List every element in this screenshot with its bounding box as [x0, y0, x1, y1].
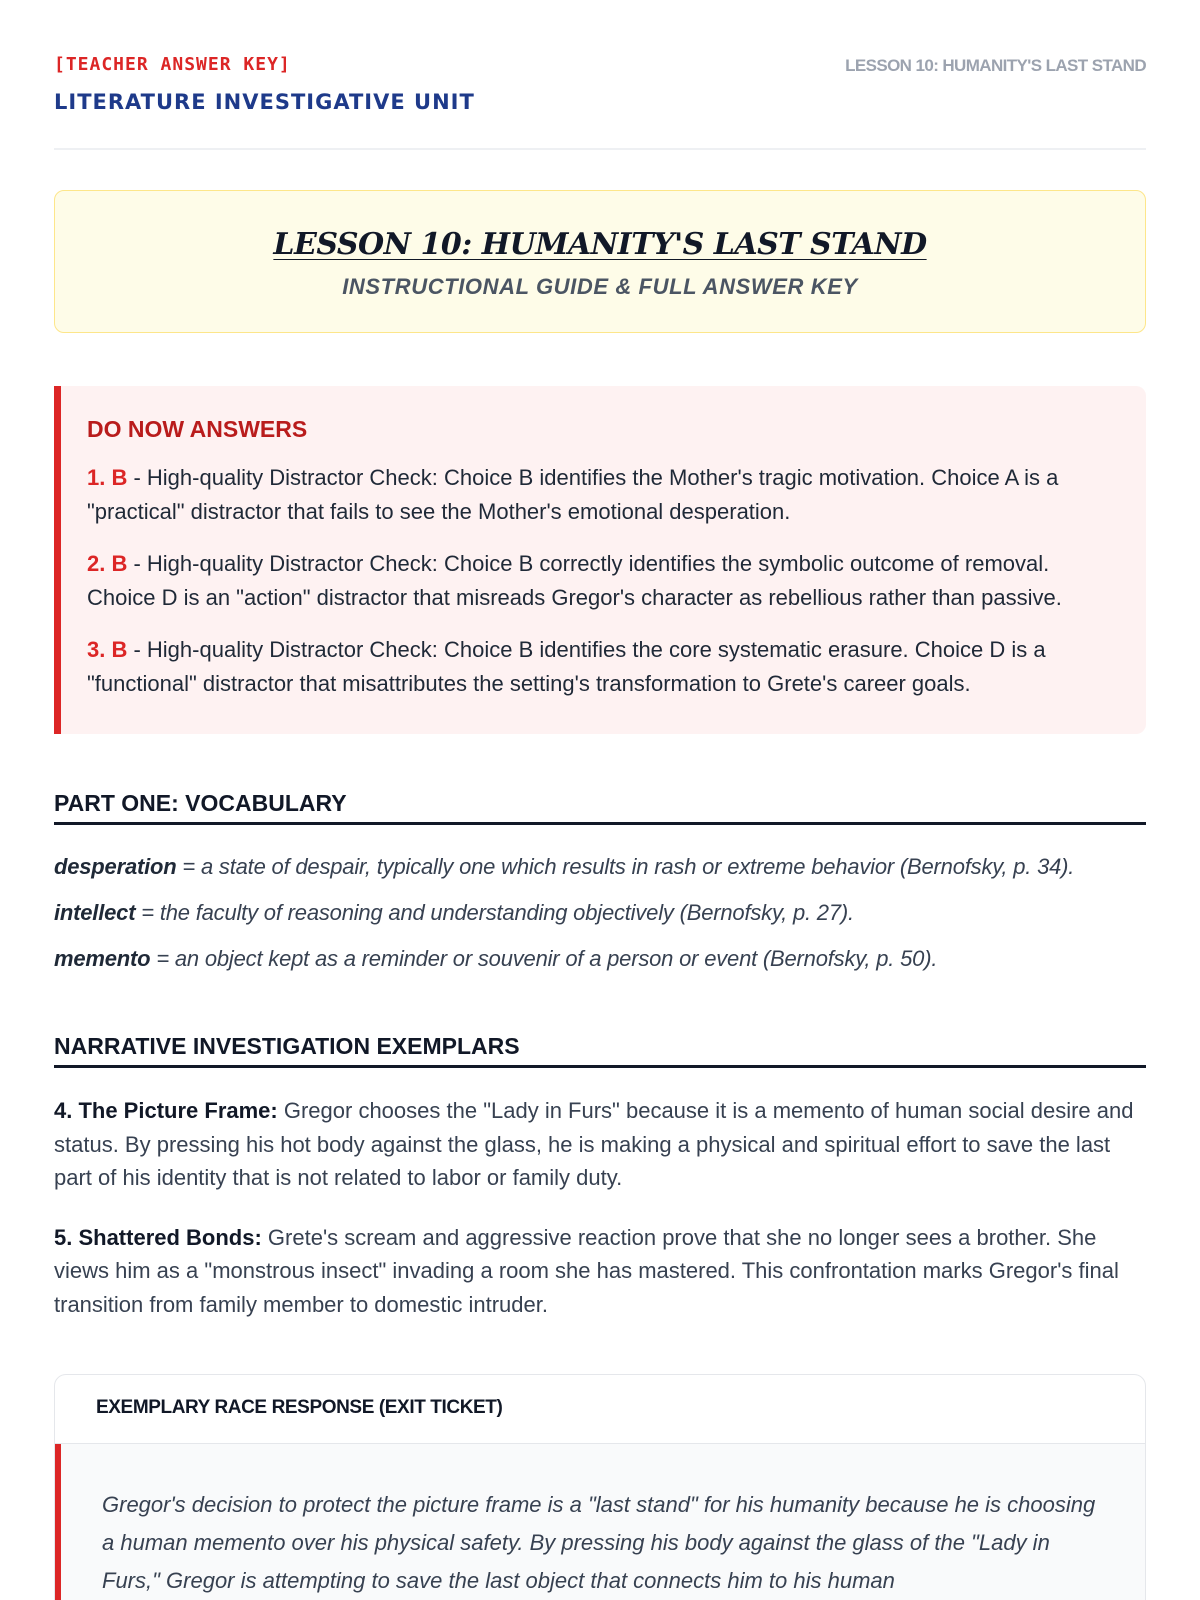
vocab-term: memento	[54, 946, 151, 971]
exemplar-text: Gregor chooses the "Lady in Furs" because it is a memento of human social desire and status. By pressing his hot body against the glass, he is making a physical and spiritual effort to save the last part of his identity that is not related to labor or family duty.	[54, 1098, 1134, 1190]
vocab-entry	[54, 898, 1146, 928]
answer-key-label: 3. B	[87, 637, 128, 662]
answer-text: - High-quality Distractor Check: Choice B identifies the core systematic erasure. Choice D is a "functional" distractor that misattributes the setting's transformation to Grete's career goals.	[87, 637, 1046, 696]
page-subtitle: INSTRUCTIONAL GUIDE & FULL ANSWER KEY	[342, 274, 858, 299]
vocab-term: desperation	[54, 854, 177, 879]
teacher-key-tag: [TEACHER ANSWER KEY]	[54, 54, 291, 75]
exemplar-text: Grete's scream and aggressive reaction prove that she no longer sees a brother. She views him as a "monstrous insect" invading a room she has mastered. This confrontation marks Gregor's final transition from family member to domestic intruder.	[54, 1224, 1119, 1317]
vocabulary-list	[54, 852, 1146, 990]
answer-text: - High-quality Distractor Check: Choice B correctly identifies the symbolic outcome of removal. Choice D is an "action" distractor that misreads Gregor's character as rebellious rather than passive.	[87, 551, 1062, 610]
exemplar-lead: 5. Shattered Bonds:	[54, 1224, 262, 1250]
vocab-definition: = the faculty of reasoning and understanding objectively (Bernofsky, p. 27).	[135, 900, 854, 925]
answer-key-label: 2. B	[87, 551, 128, 576]
vocab-entry	[54, 852, 1146, 882]
exit-ticket-body	[55, 1444, 1146, 1600]
vocabulary-heading: PART ONE: VOCABULARY	[54, 790, 1146, 825]
do-now-answer-1	[87, 461, 1118, 528]
unit-title: LITERATURE INVESTIGATIVE UNIT	[54, 90, 475, 114]
vocab-term: intellect	[54, 900, 136, 925]
answer-text: - High-quality Distractor Check: Choice B identifies the Mother's tragic motivation. Choice A is a "practical" distractor that fails to see the Mother's emotional desperation.	[87, 465, 1059, 524]
answer-key-label: 1. B	[87, 465, 128, 490]
exit-ticket-response: Gregor's decision to protect the picture frame is a "last stand" for his humanity because he is choosing a human memento over his physical safety. By pressing his body against the glass of the "Lady in Furs," Gregor is attempting to save the last object that connects him to his human	[102, 1492, 1096, 1593]
page-title: LESSON 10: HUMANITY'S LAST STAND	[273, 227, 927, 262]
narrative-heading: NARRATIVE INVESTIGATION EXEMPLARS	[54, 1033, 1146, 1068]
title-box	[54, 190, 1146, 333]
vocab-definition: = a state of despair, typically one which results in rash or extreme behavior (Bernofsky, p. 34).	[176, 854, 1075, 879]
exemplar-lead: 4. The Picture Frame:	[54, 1098, 278, 1123]
exemplar-4	[54, 1094, 1146, 1195]
vocab-definition: = an object kept as a reminder or souvenir of a person or event (Bernofsky, p. 50).	[150, 946, 938, 971]
narrative-exemplars	[54, 1094, 1146, 1347]
do-now-answer-3	[87, 633, 1118, 700]
do-now-answer-2	[87, 547, 1118, 614]
answer-key-page	[54, 0, 1146, 1600]
do-now-heading: DO NOW ANSWERS	[87, 416, 308, 442]
vocab-entry	[54, 944, 1146, 974]
header-lesson-label: LESSON 10: HUMANITY'S LAST STAND	[845, 56, 1146, 75]
exit-ticket-heading: EXEMPLARY RACE RESPONSE (EXIT TICKET)	[55, 1375, 1145, 1444]
page-header	[54, 54, 1146, 150]
do-now-panel	[54, 386, 1146, 734]
exemplar-5	[54, 1221, 1146, 1322]
exit-ticket-card	[54, 1374, 1146, 1600]
